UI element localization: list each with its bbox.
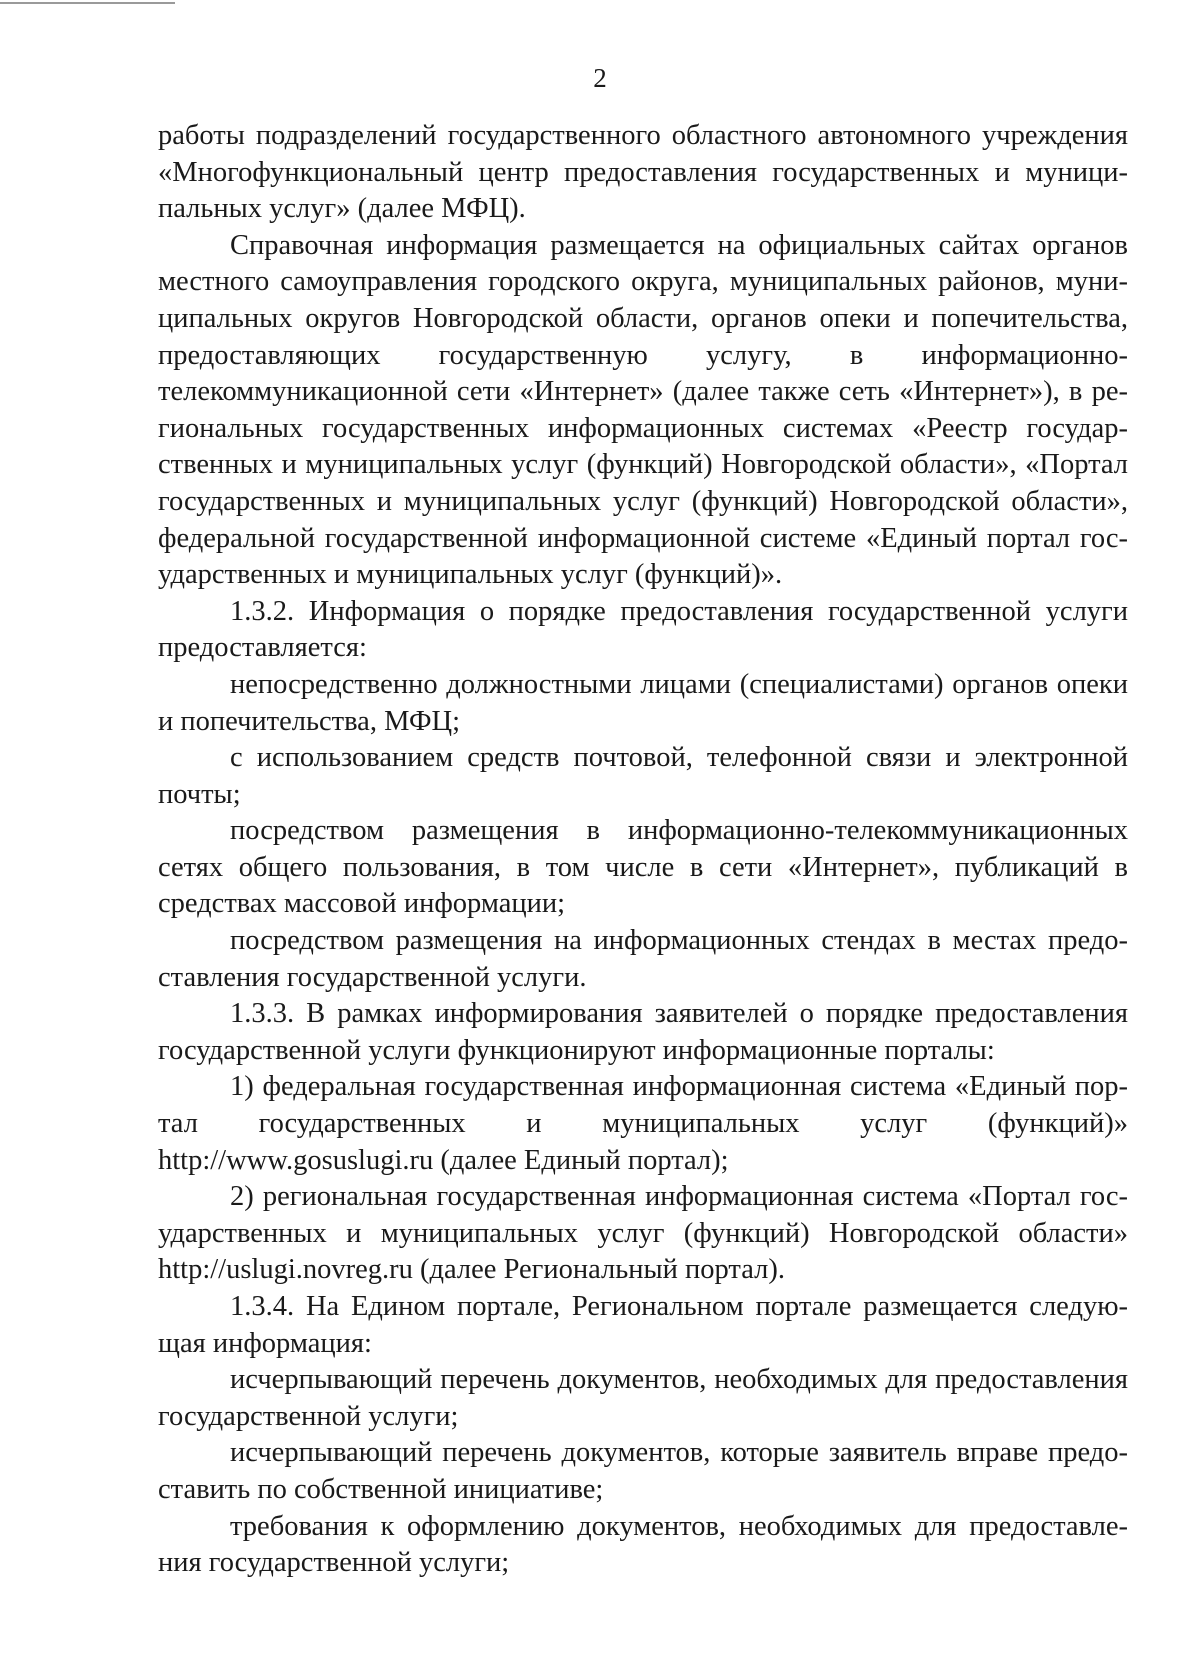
- list-item-federal-portal: 1) федеральная государственная информационная система «Единый портал государственных и муниципальных услуг (функций)» http://www.gosuslugi.ru (далее Единый портал);: [158, 1071, 1128, 1176]
- paragraph-mfc-continuation: работы подразделений государственного областного автономного учреждения «Многофункциональный центр предоставления государственных и муниципальных услуг» (далее МФЦ).: [158, 120, 1128, 225]
- list-item-networks: посредством размещения в информационно-телекоммуникационных сетях общего пользования, в том числе в сети «Интернет», публикаций в средствах массовой информации;: [158, 815, 1128, 920]
- list-item-mail-phone: с использованием средств почтовой, телефонной связи и электронной почты;: [158, 742, 1128, 810]
- list-item-officials: непосредственно должностными лицами (специалистами) органов опеки и попечительства, МФЦ;: [158, 668, 1128, 737]
- document-body: [158, 118, 1128, 1582]
- list-item-document-requirements: требования к оформлению документов, необходимых для предоставления государственной услуги;: [158, 1510, 1128, 1579]
- scan-edge-mark: [0, 2, 175, 4]
- list-item-stands: посредством размещения на информационных стендах в местах предоставления государственной услуги.: [158, 925, 1128, 993]
- paragraph-1-3-2: 1.3.2. Информация о порядке предоставления государственной услуги предоставляется:: [158, 595, 1128, 664]
- page-number: 2: [593, 63, 607, 93]
- paragraph-1-3-4: 1.3.4. На Едином портале, Региональном портале размещается следующая информация:: [158, 1291, 1128, 1359]
- list-item-documents-optional: исчерпывающий перечень документов, которые заявитель вправе предоставить по собственной инициативе;: [158, 1437, 1128, 1505]
- paragraph-reference-info: Справочная информация размещается на официальных сайтах органов местного самоуправления городского округа, муниципальных районов, муниципальных округов Новгородской области, органов опеки и попечительства, предоставляющих государственную услугу, в информационно-телекоммуникационной сети «Интернет» (далее также сеть «Интернет»), в региональных государственных информационных системах «Реестр государственных и муниципальных услуг (функций) Новгородской области», «Портал государственных и муниципальных услуг (функций) Новгородской области», федеральной государственной информационной системе «Единый портал государственных и муниципальных услуг (функций)».: [158, 229, 1128, 591]
- list-item-regional-portal: 2) региональная государственная информационная система «Портал государственных и муниципальных услуг (функций) Новгородской области» http://uslugi.novreg.ru (далее Региональный портал).: [158, 1181, 1128, 1286]
- paragraph-1-3-3: 1.3.3. В рамках информирования заявителей о порядке предоставления государственной услуги функционируют информационные порталы:: [158, 998, 1128, 1066]
- list-item-documents-required: исчерпывающий перечень документов, необходимых для предоставления государственной услуги;: [158, 1364, 1128, 1432]
